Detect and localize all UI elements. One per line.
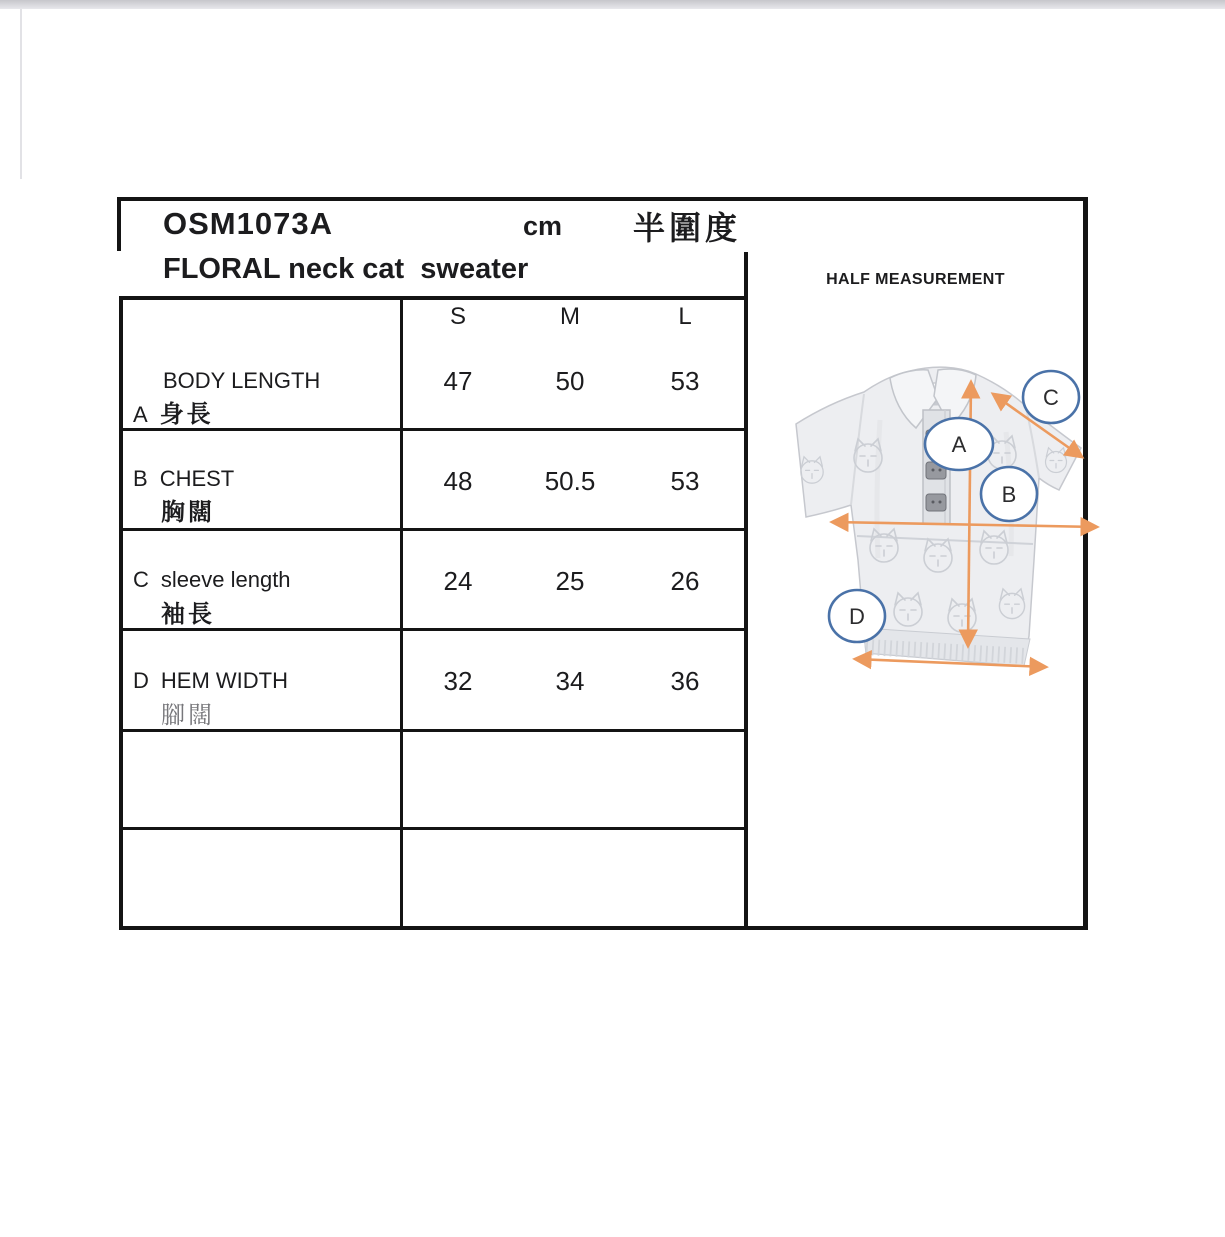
page-top-edge — [0, 0, 1225, 9]
table-row-line-5 — [119, 827, 748, 830]
row-b-marker: B — [133, 466, 148, 491]
row-c-label-en: C sleeve length — [133, 567, 291, 592]
table-top-border — [119, 296, 748, 300]
outer-left-stub-border — [117, 197, 121, 251]
row-b-label-en: B CHEST — [133, 466, 235, 491]
row-d-value-s: 32 — [443, 666, 473, 696]
row-c-label-cjk: 袖長 — [161, 601, 215, 628]
row-a-label-cjk: A 身長 — [133, 401, 214, 428]
marker-letter-b: B — [1001, 482, 1017, 507]
half-measure-cjk-label: 半圍度 — [633, 210, 742, 246]
row-b-value-m: 50.5 — [544, 466, 596, 496]
row-a-label-en: BODY LENGTH — [163, 368, 321, 393]
size-header-s: S — [449, 303, 466, 330]
product-name: FLORAL neck cat sweater — [163, 253, 529, 285]
row-a-value-m: 50 — [555, 366, 585, 396]
row-d-label-en: D HEM WIDTH — [133, 668, 288, 693]
row-c-value-l: 26 — [670, 566, 700, 596]
row-a-value-l: 53 — [670, 366, 700, 396]
row-a-marker: A — [133, 402, 148, 427]
marker-letter-c: C — [1043, 385, 1059, 410]
product-code: OSM1073A — [163, 206, 333, 241]
row-c-value-s: 24 — [443, 566, 473, 596]
row-c-marker: C — [133, 567, 149, 592]
row-d-label-cjk: 腳闊 — [161, 702, 215, 729]
panel-title: HALF MEASUREMENT — [826, 271, 1005, 288]
row-c-value-m: 25 — [555, 566, 585, 596]
table-left-border — [119, 296, 123, 930]
outer-bottom-border — [119, 926, 1088, 930]
garment-measurement-diagram — [768, 356, 1108, 686]
table-row-line-2 — [119, 528, 748, 531]
row-a-value-s: 47 — [443, 366, 473, 396]
row-d-marker: D — [133, 668, 149, 693]
table-column-divider — [400, 296, 403, 930]
unit-label: cm — [523, 211, 563, 241]
outer-top-border — [117, 197, 1088, 201]
size-header-l: L — [678, 303, 692, 330]
row-d-value-l: 36 — [670, 666, 700, 696]
page-left-edge — [20, 9, 22, 179]
marker-letter-d: D — [849, 604, 865, 629]
marker-letter-a: A — [951, 432, 967, 457]
row-b-value-s: 48 — [443, 466, 473, 496]
row-d-value-m: 34 — [555, 666, 585, 696]
size-header-m: M — [560, 303, 580, 330]
row-b-label-cjk: 胸闊 — [161, 499, 215, 526]
row-b-value-l: 53 — [670, 466, 700, 496]
